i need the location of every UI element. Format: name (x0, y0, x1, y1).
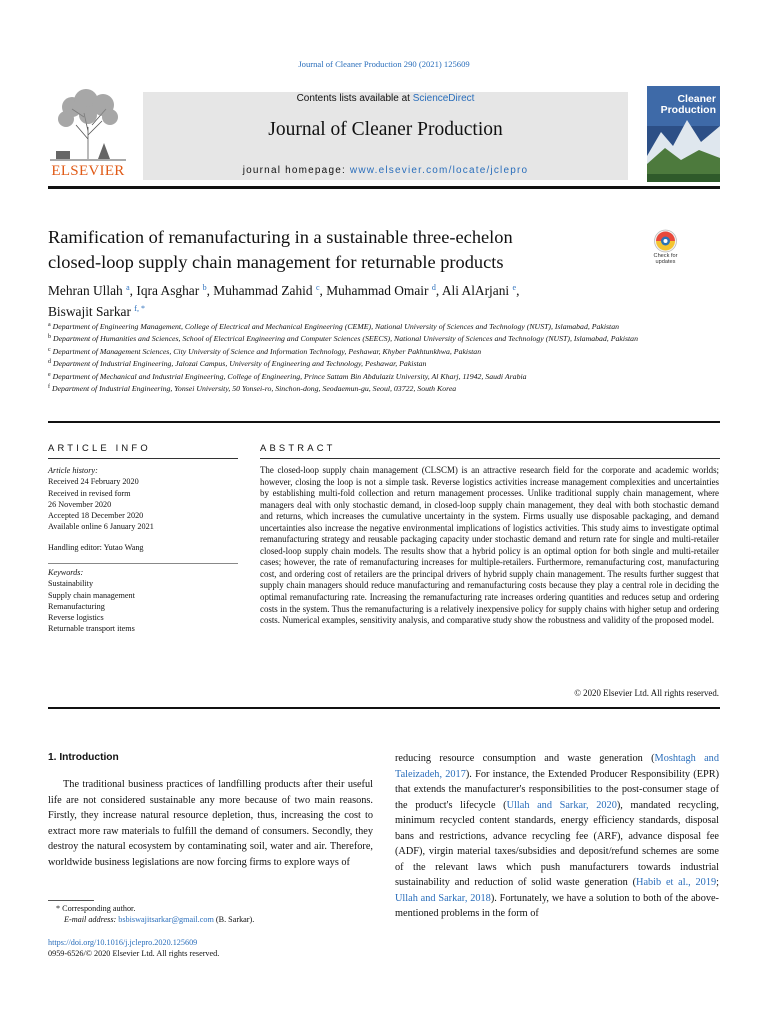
homepage-link[interactable]: www.elsevier.com/locate/jclepro (349, 165, 529, 176)
citation-link[interactable]: Ullah and Sarkar, 2018 (395, 892, 491, 904)
keywords-rule (48, 563, 238, 564)
author-affiliation-link[interactable]: c (315, 283, 320, 292)
history-item: Available online 6 January 2021 (48, 522, 154, 532)
article-info-rule (48, 458, 238, 459)
keywords-label: Keywords: (48, 568, 84, 577)
elsevier-wordmark: ELSEVIER (51, 163, 125, 179)
history-label: Article history: (48, 466, 98, 475)
article-title (48, 225, 608, 275)
author-affiliation-link[interactable]: e (512, 283, 517, 292)
elsevier-tree-icon (48, 87, 128, 163)
affiliation-key: f (48, 384, 50, 391)
check-for-updates-button[interactable] (647, 229, 684, 265)
keyword-item: Sustainability (48, 579, 94, 589)
journal-citation[interactable]: Journal of Cleaner Production 290 (2021) 125609 (298, 59, 470, 69)
keyword-item: Reverse logistics (48, 613, 104, 623)
email-link[interactable]: bsbiswajitsarkar@gmail.com (118, 915, 214, 924)
title-line-1: Ramification of remanufacturing in a sustainable three-echelon (48, 227, 513, 247)
introduction-paragraph: The traditional business practices of landfilling products after their useful life are not considered sustainable any more because of two main reasons. Firstly, they increase natural resource depletion, thus, increasing the cost to extract more raw materials to fulfill the demand of consumers. Secondly, they destroy the natural ecosystem by contaminating soil, water and air. Therefore, worldwide business legislations are now forcing firms to explore ways of (48, 779, 373, 868)
author-name: Biswajit Sarkar (48, 304, 131, 319)
body-text: reducing resource consumption and waste generation ( (395, 753, 655, 764)
affiliation-item (48, 320, 720, 332)
doi-link[interactable]: https://doi.org/10.1016/j.jclepro.2020.125609 (48, 938, 198, 947)
citation-link[interactable]: Habib et al., 2019 (636, 877, 717, 888)
affiliation-item (48, 382, 720, 394)
footnote-text: Corresponding author. (62, 904, 136, 913)
affiliation-item (48, 370, 720, 382)
issn-line: 0959-6526/© 2020 Elsevier Ltd. All rights reserved. (48, 949, 220, 958)
abstract-text: The closed-loop supply chain management (CLSCM) is an attractive research field for the corporate and academic worlds; however, closing the loop is not a simple task. Reverse logistics activities increase management complexities and uncertainties by establishing multi-fold collection and return management processes. Unlike traditional supply chain management, where managers deal with only stochastic demand, in closed-loop supply chain management, they deal with both stochastic demand and returns, which increases the cumulative uncertainty in the system. Firms usually use disposable packaging, and demand uncertainties also increase the negative environmental implications of logistics activities. This study aims to investigate optimal remanufacturing strategy and reusable packaging capacity under stochastic demand and return rate for single and multi-retailer closed-loop supply chain models. The results show that a hybrid policy is an optimal option for both single and multi-retailer cases; however, the rate of remanufacturing increases for multiple-retailers. Furthermore, remanufacturing cost, manufacturing cost, and ordering cost of retailers are the principal drivers of hybrid supply chain management. The results further suggest that supply chain managers should reduce manufacturing and remanufacturing costs because they play a central role in deciding the optimal remanufacturing rate. Increasing the remanufacturing rate increases ordering quantities and reduces setup and ordering costs in the system. Thus the remanufacturing is a relatively inexpensive policy for supply chains with higher setup and ordering costs. Numerical examples, sensitivity analysis, and comparative study show the robustness and validity of the proposed model. (260, 465, 719, 626)
journal-name: Journal of Cleaner Production (268, 119, 503, 140)
cover-title-line-1: Cleaner (677, 93, 716, 105)
body-text: ). Fortunately, we have a solution to both of the above-mentioned problems in the form of (395, 892, 719, 919)
affiliation-text: Department of Humanities and Sciences, School of Electrical Engineering and Computer Sciences (SEECS), National University of Sciences and Technology (NUST), Islamabad, Pakistan (52, 334, 638, 344)
history-item: Received 24 February 2020 (48, 477, 139, 487)
affiliation-item (48, 332, 720, 344)
author-list: Mehran Ullah $^a$, Iqra Asghar $^b$, Muhammad Zahid $^c$, Muhammad Omair $^d$, Ali AlArjani $^e$, Biswajit Sarkar $^{f, *}$ (48, 283, 520, 319)
affiliation-text: Department of Engineering Management, College of Electrical and Mechanical Engineering (CEME), National University of Sciences and Technology (NUST), Islamabad, Pakistan (52, 322, 620, 331)
history-item: Accepted 18 December 2020 (48, 511, 144, 521)
citation-link[interactable]: Moshtagh and Taleizadeh, 2017 (395, 753, 719, 780)
corresponding-author-note (56, 903, 135, 915)
affiliations (48, 320, 720, 394)
handling-editor: Handling editor: Yutao Wang (48, 543, 144, 552)
history-item: 26 November 2020 (48, 499, 112, 509)
author-name: Ali AlArjani (441, 283, 510, 298)
sciencedirect-link[interactable]: ScienceDirect (412, 93, 475, 104)
affiliation-key: a (48, 322, 51, 328)
cover-title (661, 94, 716, 116)
affiliation-key: b (48, 334, 51, 341)
keyword-item: Returnable transport items (48, 624, 135, 634)
affiliation-item (48, 357, 720, 369)
author-affiliation-link[interactable]: f, * (134, 304, 145, 313)
keyword-item: Remanufacturing (48, 601, 105, 611)
contents-prefix: Contents lists available at (296, 93, 413, 104)
author-affiliation-link[interactable]: d (431, 283, 436, 292)
elsevier-logo (48, 87, 128, 182)
footnote-marker: * (56, 904, 61, 913)
homepage-prefix: journal homepage: (242, 165, 350, 176)
citation-link[interactable]: Ullah and Sarkar, 2020 (506, 799, 617, 811)
contents-line (143, 93, 628, 104)
affiliation-text: Department of Industrial Engineering, Jalozai Campus, University of Engineering and Technology, Peshawar, Pakistan (52, 359, 427, 369)
cover-title-line-2: Production (660, 104, 716, 116)
author-affiliation-link[interactable]: b (202, 283, 207, 292)
introduction-heading: 1. Introduction (48, 752, 119, 763)
abstract-heading: ABSTRACT (260, 442, 336, 453)
introduction-paragraph-continued (395, 751, 719, 922)
check-updates-line-1: Check for (653, 253, 678, 259)
author-name: Mehran Ullah (48, 283, 123, 298)
journal-cover[interactable] (647, 86, 720, 182)
author-name: Muhammad Zahid (213, 283, 313, 298)
email-suffix: (B. Sarkar). (215, 915, 255, 924)
check-updates-line-2: updates (655, 258, 676, 265)
body-text: ; (716, 877, 719, 888)
homepage-line (143, 165, 628, 176)
check-updates-label (647, 254, 684, 265)
history-item: Received in revised form (48, 488, 131, 498)
author-affiliation-link[interactable]: a (126, 283, 130, 292)
affiliation-key: c (48, 346, 51, 353)
abstract-rule (260, 458, 720, 459)
email-label: E-mail address: (64, 915, 117, 924)
author-name: Iqra Asghar (136, 283, 200, 298)
affiliation-text: Department of Industrial Engineering, Yonsei University, 50 Yonsei-ro, Sinchon-dong, Seodaemun-gu, Seoul, 03722, South Korea (51, 384, 457, 394)
article-info-heading: ARTICLE INFO (48, 442, 151, 453)
article-history (48, 465, 248, 533)
author-name: Muhammad Omair (326, 283, 429, 298)
affiliation-text: Department of Management Sciences, City University of Science and Information Technology, Peshawar, Khyber Pakhtunkhwa, Pakistan (52, 346, 482, 356)
section-divider (48, 421, 720, 423)
header-divider (48, 186, 720, 189)
section-divider (48, 707, 720, 709)
body-text: ). For instance, the Extended Producer Responsibility (EPR) that extends the manufacturer's responsibilities to the post-consumer stage of the product's lifecycle ( (395, 768, 720, 811)
body-text: ), mandated recycling, minimum recycled content standards, energy efficiency standards, disposal bans and restrictions, advance recycling fee (ARF), advance disposal fee (ADF), virgin material taxes/subsidies and deposit/refund schemes are some of the relevant laws which push manufacturers towards industrial sustainability and reduction of solid waste generation ( (395, 799, 719, 888)
keywords (48, 567, 248, 635)
footnote-rule (48, 900, 94, 901)
keyword-item: Supply chain management (48, 590, 135, 600)
affiliation-text: Department of Mechanical and Industrial Engineering, College of Engineering, Prince Sattam Bin Abdulaziz University, Al Kharj, 11942, Saudi Arabia (52, 371, 527, 381)
affiliation-key: e (48, 371, 51, 378)
title-line-2: closed-loop supply chain management for returnable products (48, 252, 504, 272)
affiliation-key: d (48, 359, 51, 366)
email-note (64, 914, 254, 926)
affiliation-item (48, 345, 720, 357)
check-updates-icon (647, 229, 684, 254)
abstract-copyright: © 2020 Elsevier Ltd. All rights reserved. (574, 688, 719, 698)
